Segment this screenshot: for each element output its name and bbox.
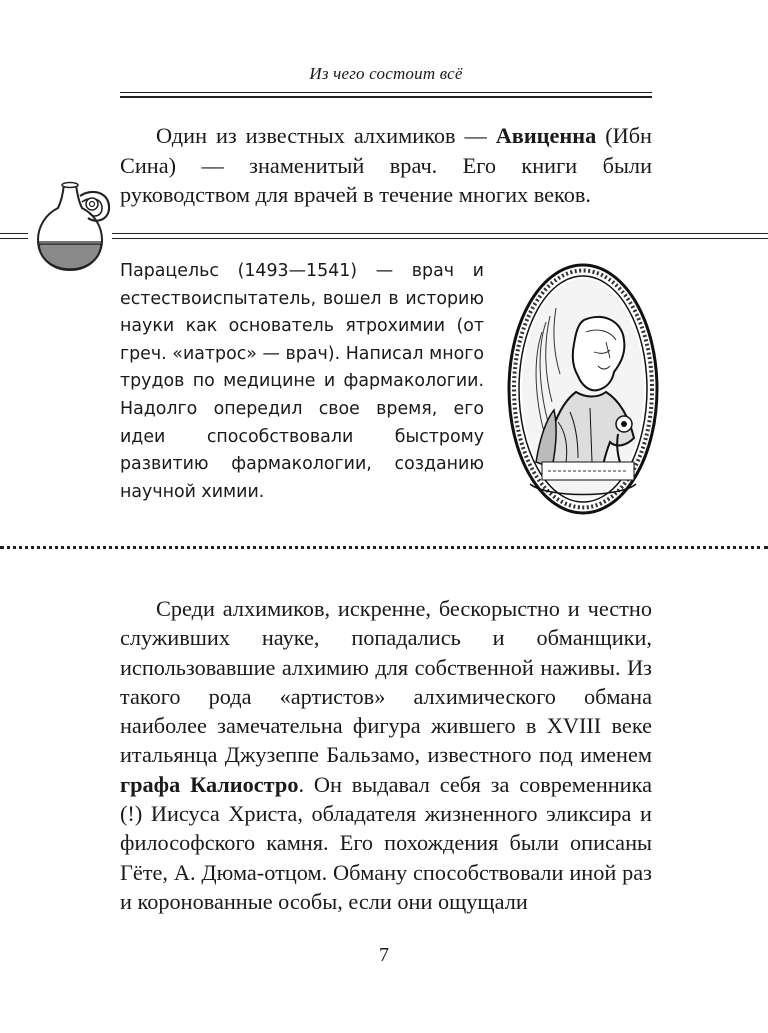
- intro-paragraph: [120, 121, 652, 210]
- cagliostro-name: графа Калиостро: [120, 771, 299, 797]
- paracelsus-name: Парацельс: [120, 261, 219, 281]
- running-head: Из чего состоит всё: [309, 64, 463, 83]
- box-bottom-dotted-rule: [0, 546, 768, 549]
- intro-text-after: (Ибн Сина) — знаменитый врач. Его книги были руководством для врачей в течение многих веков.: [120, 123, 652, 207]
- flask-icon: [30, 180, 112, 272]
- paracelsus-sidebar-text: [120, 258, 484, 506]
- intro-text-before: Один из известных алхимиков —: [156, 123, 496, 148]
- main-text-after: . Он выдавал себя за современника (!) Иисуса Христа, обладателя жизненного эликсира и философского камня. Его похождения были описаны Гёте, А. Дюма-отцом. Обману способствовали иной раз и коронованные особы, если они ощущали: [120, 771, 653, 914]
- header-rule: [120, 92, 652, 93]
- paracelsus-bio: (1493—1541) — врач и естествоиспытатель, вошел в историю науки как основатель ятрохимии (от греч. «иатрос» — врач). Написал много трудов по медицине и фармакологии. Надолго опередил свое время, его идеи способствовали быстрому развитию фармакологии, созданию научной химии.: [120, 261, 484, 502]
- avicenna-name: Авиценна: [495, 123, 597, 148]
- box-top-rule-right: [112, 233, 768, 239]
- box-top-rule-left: [0, 233, 28, 239]
- main-text-before: Среди алхимиков, искренне, бескорыстно и честно служивших науке, попадались и обманщики, использовавшие алхимию для собственной наживы. Из такого рода «артистов» алхимического обмана наиболее замечательна фигура жившего в XVIII веке итальянца Джузеппе Бальзамо, известного под именем: [120, 596, 652, 768]
- header-rule-thick: [120, 96, 652, 98]
- paracelsus-medallion: [506, 262, 660, 516]
- page-number: 7: [379, 944, 389, 966]
- main-paragraph: [120, 594, 652, 916]
